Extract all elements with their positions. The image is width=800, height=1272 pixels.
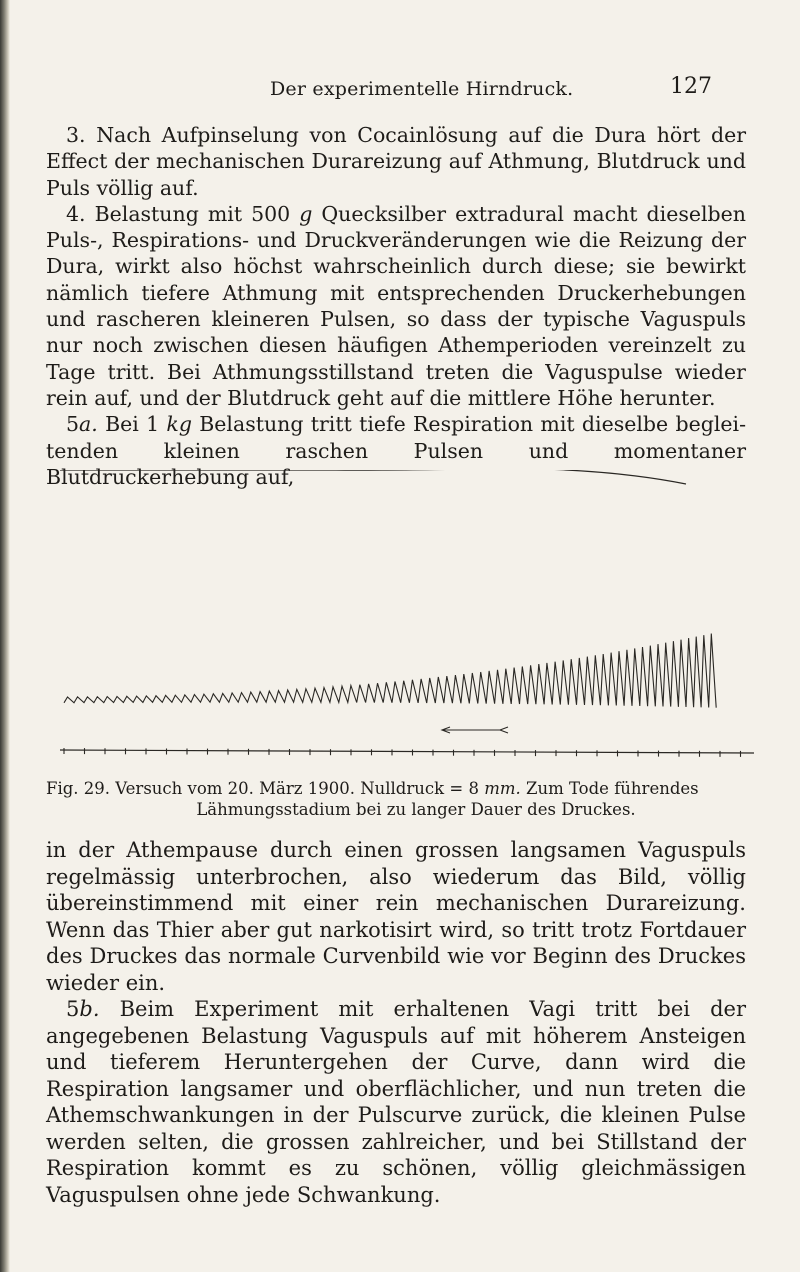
text-block-top	[46, 122, 746, 490]
paragraph-p5a-segment: a.	[79, 412, 98, 437]
paragraph-p4-segment: 4. Belastung mit 500	[66, 201, 300, 226]
paragraph-p5a-segment: Bei 1	[97, 412, 167, 437]
paragraph-p5a-segment: 5	[66, 412, 80, 437]
caption-line-1-segment: Zum Tode führendes	[520, 779, 699, 798]
caption-line-1-segment: mm.	[484, 779, 521, 798]
paragraph-p4	[46, 201, 746, 411]
paragraph-p-cont	[46, 837, 746, 996]
page-number: 127	[670, 74, 712, 99]
caption-line-1	[46, 779, 699, 798]
kymograph-tracing	[46, 470, 766, 770]
text-block-bottom	[46, 837, 746, 1208]
paragraph-p4-segment: g	[299, 201, 313, 226]
running-head: Der experimentelle Hirndruck.	[270, 78, 574, 100]
paragraph-p5b	[46, 996, 746, 1208]
figure-caption	[46, 778, 766, 820]
figure-29	[46, 470, 766, 770]
pulse-trace	[64, 634, 716, 708]
arrow-marker	[442, 727, 508, 733]
paragraph-p5b-segment: b.	[79, 997, 100, 1021]
caption-line-1-segment: Fig. 29. Versuch vom 20. März 1900. Nulldruck = 8	[46, 779, 485, 798]
time-marker-line	[60, 750, 754, 753]
paragraph-p4-segment: Quecksilber extradural macht dieselben Puls-, Respirations- und Druckveränderungen wie die Reizung der Dura, wirkt also höchst wahrscheinlich durch diese; sie bewirkt nämlich tiefere Athmung mit entsprechenden Druckerhebungen und rascheren kleineren Pulsen, so dass der typische Vaguspuls nur noch zwischen diesen häufigen Athemperioden vereinzelt zu Tage tritt. Bei Athmungsstillstand treten die Vaguspulse wieder rein auf, und der Blutdruck geht auf die mittlere Höhe herunter.	[46, 201, 746, 410]
paragraph-p3-segment: 3. Nach Aufpinselung von Cocainlösung auf die Dura hört der Effect der mechanischen Durareizung auf Athmung, Blutdruck und Puls völlig auf.	[46, 123, 746, 200]
baseline-trace	[60, 470, 686, 484]
paragraph-p5b-segment: 5	[66, 997, 80, 1021]
caption-line-2: Lähmungsstadium bei zu langer Dauer des Druckes.	[196, 800, 636, 819]
paragraph-p3	[46, 122, 746, 201]
paragraph-p-cont-segment: in der Athempause durch einen grossen langsamen Vaguspuls regelmässig unterbrochen, also wiederum das Bild, völlig übereinstimmend mit einer rein mechanischen Durareizung. Wenn das Thier aber gut narkotisirt wird, so tritt trotz Fortdauer des Druckes das normale Curvenbild wie vor Beginn des Druckes wieder ein.	[46, 838, 746, 995]
paragraph-p5a-segment: kg	[166, 412, 192, 437]
paragraph-p5b-segment: Beim Experiment mit erhaltenen Vagi tritt bei der angegebenen Belastung Vaguspuls auf mit höherem Ansteigen und tieferem Heruntergehen der Curve, dann wird die Respiration langsamer und oberflächlicher, und nun treten die Athemschwankungen in der Pulscurve zurück, die kleinen Pulse werden selten, die grossen zahlreicher, und bei Stillstand der Respiration kommt es zu schönen, völlig gleichmässigen Vaguspulsen ohne jede Schwankung.	[46, 997, 746, 1207]
paragraph-p5a-segment: Belastung tritt tiefe Respiration mit dieselbe beglei- tenden kleinen raschen Pulsen und momentaner Blutdruckerhebung auf,	[46, 412, 746, 489]
